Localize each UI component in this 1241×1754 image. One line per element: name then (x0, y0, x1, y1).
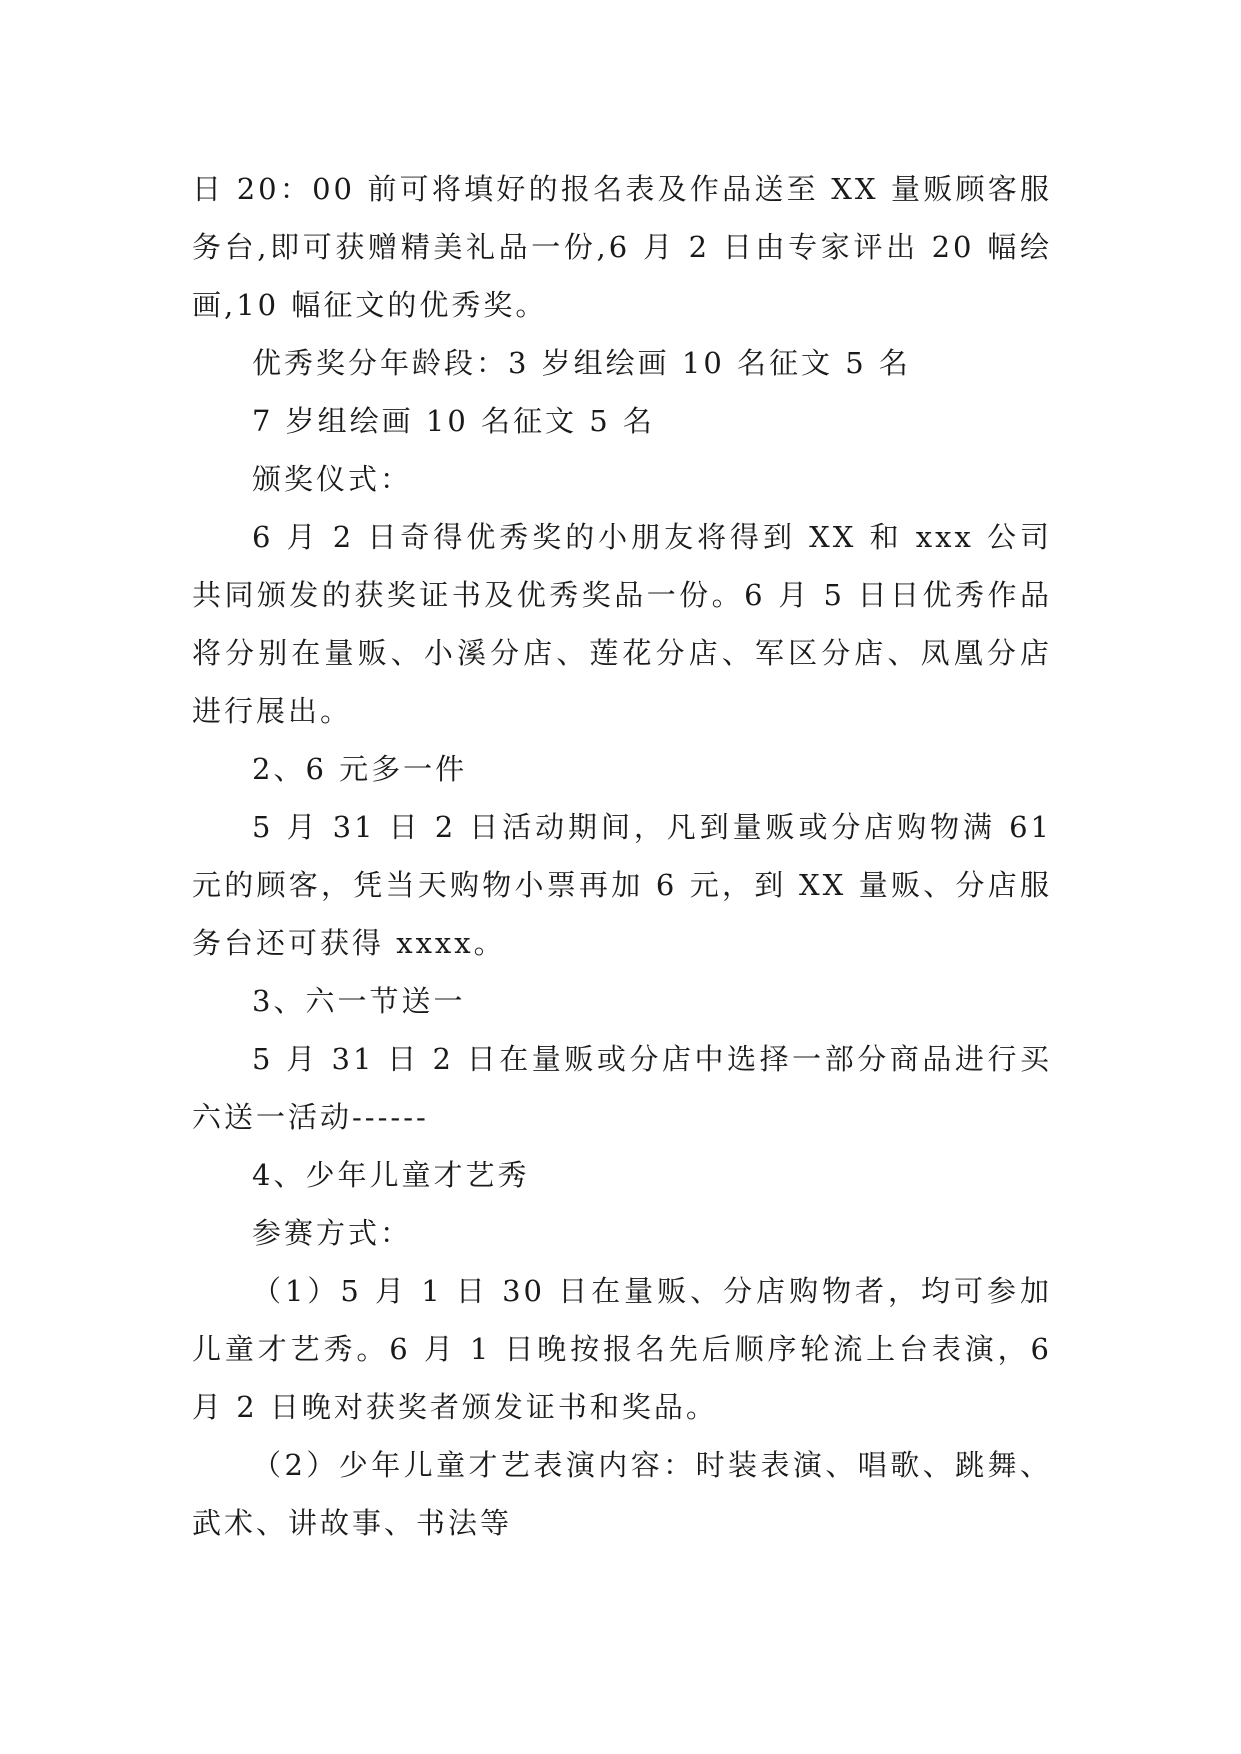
heading-talent-show: 4、少年儿童才艺秀 (252, 1158, 530, 1192)
paragraph-age-group-3: 优秀奖分年龄段：3 岁组绘画 10 名征文 5 名 (252, 346, 911, 380)
heading-childrens-day-gift: 3、六一节送一 (252, 984, 466, 1018)
document-body (192, 160, 1065, 1552)
heading-six-yuan-offer: 2、6 元多一件 (252, 752, 468, 786)
paragraph-registration: 日 20：00 前可将填好的报名表及作品送至 XX 量贩顾客服务台,即可获赠精美礼品一份,6 月 2 日由专家评出 20 幅绘画,10 幅征文的优秀奖。 (192, 172, 1052, 322)
paragraph-award-ceremony: 6 月 2 日奇得优秀奖的小朋友将得到 XX 和 xxx 公司共同颁发的获奖证书及优秀奖品一份。6 月 5 日日优秀作品将分别在量贩、小溪分店、莲花分店、军区分店、凤凰分店进行展出。 (192, 520, 1052, 728)
paragraph-entry-method-1: （1）5 月 1 日 30 日在量贩、分店购物者，均可参加儿童才艺秀。6 月 1 日晚按报名先后顺序轮流上台表演，6 月 2 日晚对获奖者颁发证书和奖品。 (192, 1274, 1065, 1424)
paragraph-buy-six-get-one: 5 月 31 日 2 日在量贩或分店中选择一部分商品进行买六送一活动------ (192, 1042, 1052, 1134)
paragraph-age-group-7: 7 岁组绘画 10 名征文 5 名 (252, 404, 655, 438)
paragraph-entry-method-2: （2）少年儿童才艺表演内容：时装表演、唱歌、跳舞、武术、讲故事、书法等 (192, 1448, 1052, 1540)
paragraph-award-ceremony-heading: 颁奖仪式： (252, 462, 413, 496)
paragraph-six-yuan-offer: 5 月 31 日 2 日活动期间，凡到量贩或分店购物满 61 元的顾客，凭当天购物小票再加 6 元，到 XX 量贩、分店服务台还可获得 xxxx。 (192, 810, 1065, 960)
heading-entry-method: 参赛方式： (252, 1216, 413, 1250)
